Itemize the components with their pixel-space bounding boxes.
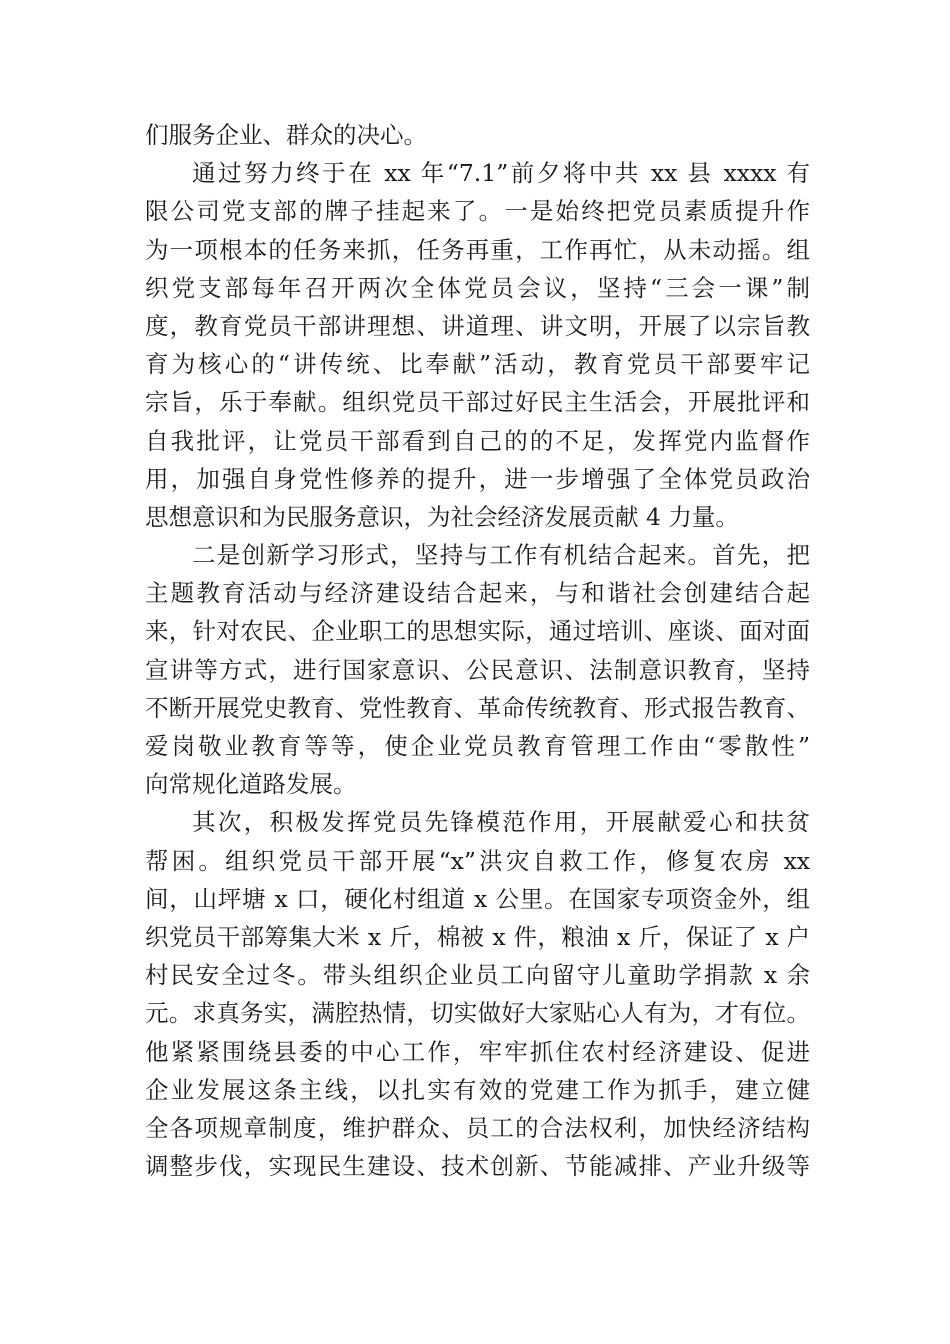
text-line: 用，加强自身党性修养的提升，进一步增强了全体党员政治 xyxy=(145,464,810,493)
text-line: 间，山坪塘 x 口，硬化村组道 x 公里。在国家专项资金外，组 xyxy=(145,884,810,913)
text-line: 育为核心的“讲传统、比奉献”活动，教育党员干部要牢记 xyxy=(145,350,810,379)
text-line: 宣讲等方式，进行国家意识、公民意识、法制意识教育，坚持 xyxy=(145,655,810,684)
text-line: 企业发展这条主线，以扎实有效的党建工作为抓手，建立健 xyxy=(145,1075,810,1104)
text-line: 限公司党支部的牌子挂起来了。一是始终把党员素质提升作 xyxy=(145,197,810,226)
text-line: 织党支部每年召开两次全体党员会议，坚持“三会一课”制 xyxy=(145,273,810,302)
text-line: 帮困。组织党员干部开展“x”洪灾自救工作，修复农房 xx xyxy=(145,846,810,875)
text-line: 来，针对农民、企业职工的思想实际，通过培训、座谈、面对面 xyxy=(145,617,810,646)
text-line: 思想意识和为民服务意识，为社会经济发展贡献 4 力量。 xyxy=(145,502,739,531)
text-line: 元。求真务实，满腔热情，切实做好大家贴心人有为，才有位。 xyxy=(145,999,810,1028)
text-line: 主题教育活动与经济建设结合起来，与和谐社会创建结合起 xyxy=(145,579,810,608)
text-line: 度，教育党员干部讲理想、讲道理、讲文明，开展了以宗旨教 xyxy=(145,311,810,340)
text-line: 宗旨，乐于奉献。组织党员干部过好民主生活会，开展批评和 xyxy=(145,388,810,417)
text-line: 通过努力终于在 xx 年“7.1”前夕将中共 xx 县 xxxx 有 xyxy=(192,159,810,188)
text-line: 其次，积极发挥党员先锋模范作用，开展献爱心和扶贫 xyxy=(192,808,810,837)
text-line: 为一项根本的任务来抓，任务再重，工作再忙，从未动摇。组 xyxy=(145,235,810,264)
text-line: 们服务企业、群众的决心。 xyxy=(145,121,427,149)
text-line: 自我批评，让党员干部看到自己的的不足，发挥党内监督作 xyxy=(145,426,810,455)
text-line: 调整步伐，实现民生建设、技术创新、节能减排、产业升级等 xyxy=(145,1152,810,1181)
text-line: 不断开展党史教育、党性教育、革命传统教育、形式报告教育、 xyxy=(145,693,810,722)
text-line: 向常规化道路发展。 xyxy=(145,770,357,799)
text-line: 爱岗敬业教育等等，使企业党员教育管理工作由“零散性” xyxy=(145,732,810,760)
text-line: 二是创新学习形式，坚持与工作有机结合起来。首先，把 xyxy=(192,541,810,570)
text-line: 村民安全过冬。带头组织企业员工向留守儿童助学捐款 x 余 xyxy=(145,961,810,990)
text-line: 织党员干部筹集大米 x 斤，棉被 x 件，粮油 x 斤，保证了 x 户 xyxy=(145,922,810,951)
text-line: 他紧紧围绕县委的中心工作，牢牢抓住农村经济建设、促进 xyxy=(145,1037,810,1066)
body-text xyxy=(145,116,810,1185)
text-line: 全各项规章制度，维护群众、员工的合法权利，加快经济结构 xyxy=(145,1113,810,1142)
